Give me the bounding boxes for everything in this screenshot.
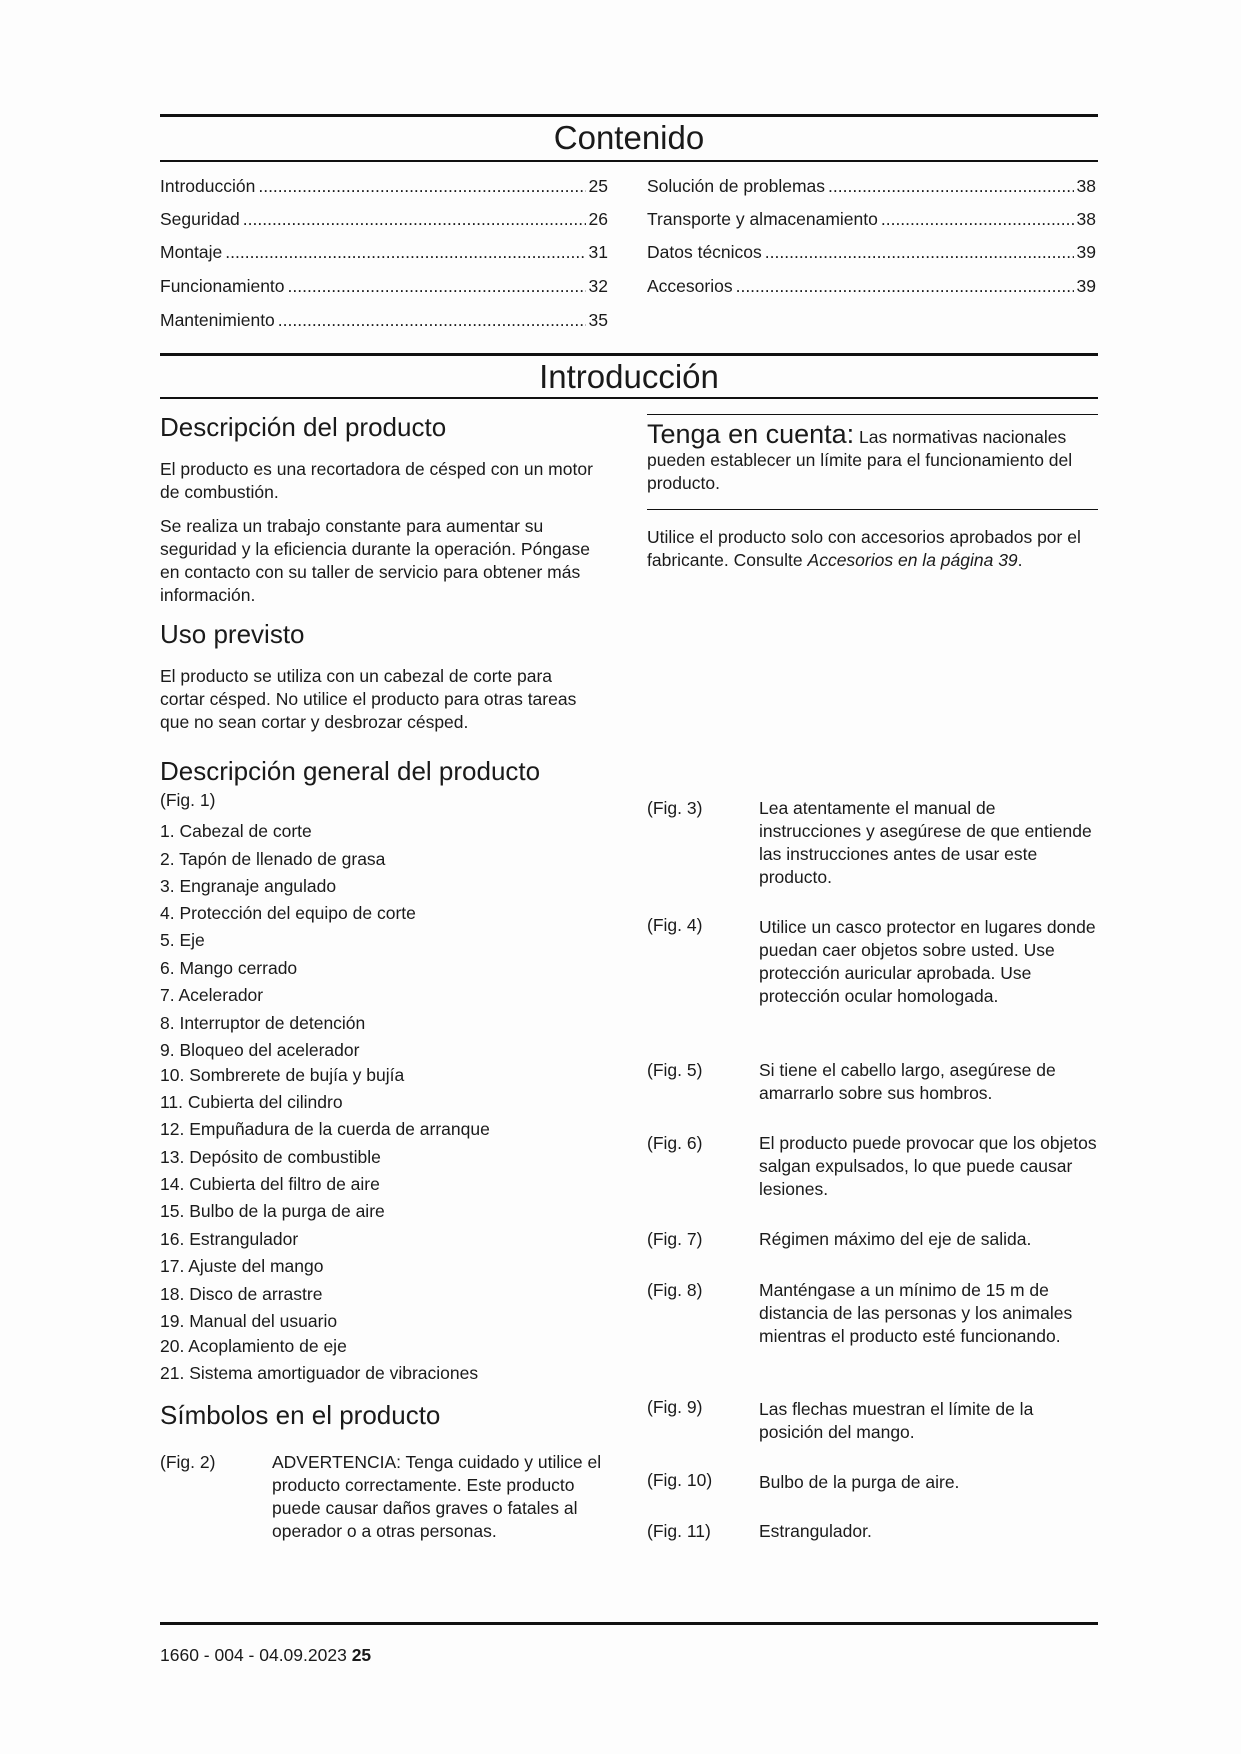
list-item: 10. Sombrerete de bujía y bujía	[160, 1065, 405, 1085]
toc-label: Solución de problemas	[647, 176, 826, 196]
toc-page: 39	[1076, 242, 1096, 262]
fig-description: Régimen máximo del eje de salida.	[759, 1229, 1032, 1249]
fig-label: (Fig. 9)	[647, 1397, 703, 1417]
accessories-paragraph: Utilice el producto solo con accesorios aprobados por el fabricante. Consulte Accesorios en la página 39.	[647, 527, 1081, 570]
fig-description: Lea atentamente el manual de instrucciones y asegúrese de que entiende las instrucciones antes de usar este producto.	[759, 798, 1092, 887]
list-item: 12. Empuñadura de la cuerda de arranque	[160, 1119, 490, 1139]
list-item: 18. Disco de arrastre	[160, 1284, 323, 1304]
overview-fig-ref: (Fig. 1)	[160, 790, 216, 810]
page-footer	[160, 1644, 371, 1666]
list-item: 20. Acoplamiento de eje	[160, 1336, 347, 1356]
use-paragraph: El producto se utiliza con un cabezal de corte para cortar césped. No utilice el producto para otras tareas que no sean cortar y desbrozar césped.	[160, 666, 577, 732]
toc-page: 39	[1076, 276, 1096, 296]
list-item: 1. Cabezal de corte	[160, 821, 312, 841]
toc-page: 38	[1076, 176, 1096, 196]
desc-paragraph-1: El producto es una recortadora de césped con un motor de combustión.	[160, 459, 593, 502]
fig-description: Utilice un casco protector en lugares donde puedan caer objetos sobre usted. Use protección auricular aprobada. Use protección ocular homologada.	[759, 917, 1096, 1006]
heading-intended-use: Uso previsto	[160, 619, 305, 649]
fig-description: ADVERTENCIA: Tenga cuidado y utilice el producto correctamente. Este producto puede causar daños graves o fatales al operador o a otras personas.	[272, 1452, 602, 1541]
list-item: 15. Bulbo de la purga de aire	[160, 1201, 385, 1221]
toc-page: 32	[588, 276, 608, 296]
fig-label: (Fig. 5)	[647, 1060, 703, 1080]
rule-top	[160, 114, 1098, 117]
desc-paragraph-2: Se realiza un trabajo constante para aumentar su seguridad y la eficiencia durante la operación. Póngase en contacto con su taller de servicio para obtener más información.	[160, 516, 591, 605]
list-item: 11. Cubierta del cilindro	[160, 1092, 343, 1112]
toc-label: Accesorios	[647, 276, 733, 296]
toc-page: 26	[588, 209, 608, 229]
list-item: 19. Manual del usuario	[160, 1311, 338, 1331]
list-item: 5. Eje	[160, 930, 205, 950]
list-item: 3. Engranaje angulado	[160, 876, 337, 896]
page-number: 25	[351, 1645, 372, 1665]
accessories-link[interactable]: Accesorios en la página 39	[807, 550, 1018, 570]
toc-entry[interactable]	[160, 208, 608, 230]
toc-label: Seguridad	[160, 209, 240, 229]
toc-entry[interactable]	[647, 175, 1096, 197]
heading-product-description: Descripción del producto	[160, 412, 447, 442]
list-item: 8. Interruptor de detención	[160, 1013, 366, 1033]
fig-label: (Fig. 10)	[647, 1470, 713, 1490]
fig-label: (Fig. 6)	[647, 1133, 703, 1153]
rule-footer	[160, 1622, 1098, 1625]
toc-entry[interactable]	[647, 208, 1096, 230]
fig-label: (Fig. 2)	[160, 1452, 216, 1472]
list-item: 7. Acelerador	[160, 985, 264, 1005]
toc-label: Introducción	[160, 176, 256, 196]
toc-entry[interactable]	[647, 275, 1096, 297]
toc-page: 35	[588, 310, 608, 330]
heading-symbols: Símbolos en el producto	[160, 1400, 441, 1430]
fig-description: Estrangulador.	[759, 1521, 872, 1541]
document-reference: 1660 - 004 - 04.09.2023	[160, 1645, 347, 1665]
toc-label: Mantenimiento	[160, 310, 275, 330]
toc-entry[interactable]	[160, 241, 608, 263]
note-rule-bottom	[647, 509, 1098, 510]
fig-description: Si tiene el cabello largo, asegúrese de amarrarlo sobre sus hombros.	[759, 1060, 1056, 1103]
list-item: 16. Estrangulador	[160, 1229, 299, 1249]
rule-contents-bottom	[160, 160, 1098, 162]
list-item: 4. Protección del equipo de corte	[160, 903, 416, 923]
list-item: 6. Mango cerrado	[160, 958, 298, 978]
toc-label: Transporte y almacenamiento	[647, 209, 878, 229]
fig-description: Bulbo de la purga de aire.	[759, 1472, 960, 1492]
toc-entry[interactable]	[160, 309, 608, 331]
rule-intro-top	[160, 353, 1098, 356]
toc-entry[interactable]	[160, 175, 608, 197]
list-item: 14. Cubierta del filtro de aire	[160, 1174, 380, 1194]
list-item: 2. Tapón de llenado de grasa	[160, 849, 386, 869]
fig-description: Manténgase a un mínimo de 15 m de distancia de las personas y los animales mientras el producto esté funcionando.	[759, 1280, 1073, 1346]
heading-product-overview: Descripción general del producto	[160, 756, 541, 786]
note-text: Las normativas nacionales pueden establecer un límite para el funcionamiento del producto.	[647, 427, 1073, 493]
toc-page: 25	[588, 176, 608, 196]
toc-page: 38	[1076, 209, 1096, 229]
list-item: 17. Ajuste del mango	[160, 1256, 324, 1276]
toc-label: Datos técnicos	[647, 242, 762, 262]
toc-page: 31	[588, 242, 608, 262]
toc-label: Montaje	[160, 242, 223, 262]
note-rule-top	[647, 414, 1098, 415]
fig-label: (Fig. 11)	[647, 1521, 711, 1541]
contents-title: Contenido	[553, 119, 705, 156]
list-item: 21. Sistema amortiguador de vibraciones	[160, 1363, 479, 1383]
fig-label: (Fig. 3)	[647, 798, 703, 818]
intro-title: Introducción	[539, 358, 719, 395]
toc-entry[interactable]	[647, 241, 1096, 263]
list-item: 13. Depósito de combustible	[160, 1147, 381, 1167]
fig-label: (Fig. 7)	[647, 1229, 703, 1249]
fig-label: (Fig. 8)	[647, 1280, 703, 1300]
list-item: 9. Bloqueo del acelerador	[160, 1040, 360, 1060]
note-lead: Tenga en cuenta:	[647, 419, 855, 449]
fig-label: (Fig. 4)	[647, 915, 703, 935]
rule-intro-bottom	[160, 397, 1098, 399]
fig-description: Las flechas muestran el límite de la posición del mango.	[759, 1399, 1034, 1442]
fig-description: El producto puede provocar que los objetos salgan expulsados, lo que puede causar lesiones.	[759, 1133, 1097, 1199]
note-box	[647, 419, 1099, 495]
toc-label: Funcionamiento	[160, 276, 285, 296]
toc-entry[interactable]	[160, 275, 608, 297]
